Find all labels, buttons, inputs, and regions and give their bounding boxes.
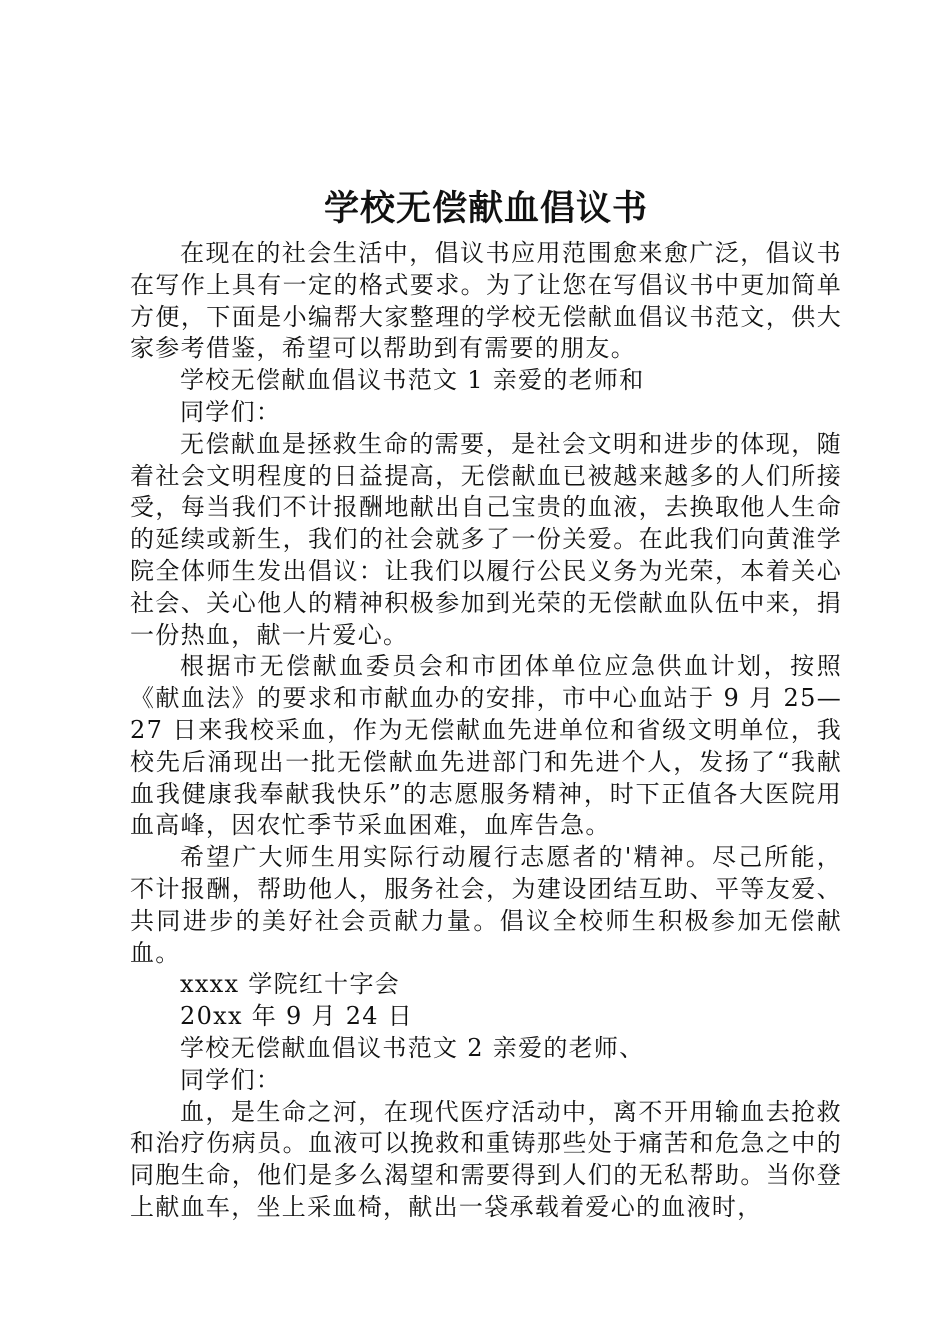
- document-page: [130, 180, 842, 1224]
- sample-1-salutation: 同学们：: [180, 397, 282, 426]
- sample-1-paragraph-1: 无偿献血是拯救生命的需要，是社会文明和进步的体现，随着社会文明程度的日益提高，无偿献血已被越来越多的人们所接受，每当我们不计报酬地献出自己宝贵的血液，去换取他人生命的延续或新生，我们的社会就多了一份关爱。在此我们向黄淮学院全体师生发出倡议：让我们以履行公民义务为光荣，本着关心社会、关心他人的精神积极参加到光荣的无偿献血队伍中来，捐一份热血，献一片爱心。: [130, 429, 842, 649]
- sample-1-paragraph-2: 根据市无偿献血委员会和市团体单位应急供血计划，按照《献血法》的要求和市献血办的安排，市中心血站于 9 月 25—27 日来我校采血，作为无偿献血先进单位和省级文明单位，我校先后涌现出一批无偿献血先进部门和先进个人，发扬了“我献血我健康我奉献我快乐”的志愿服务精神，时下正值各大医院用血高峰，因农忙季节采血困难，血库告急。: [130, 652, 842, 840]
- sample-1-paragraph-3: 希望广大师生用实际行动履行志愿者的'精神。尽己所能，不计报酬，帮助他人，服务社会，为建设团结互助、平等友爱、共同进步的美好社会贡献力量。倡议全校师生积极参加无偿献血。: [130, 843, 842, 967]
- intro-paragraph: 在现在的社会生活中，倡议书应用范围愈来愈广泛，倡议书在写作上具有一定的格式要求。为了让您在写倡议书中更加简单方便，下面是小编帮大家整理的学校无偿献血倡议书范文，供大家参考借鉴，希望可以帮助到有需要的朋友。: [130, 239, 842, 363]
- sample-2-heading: 学校无偿献血倡议书范文 2 亲爱的老师、: [180, 1033, 645, 1062]
- sample-1-heading: 学校无偿献血倡议书范文 1 亲爱的老师和: [180, 366, 645, 395]
- sample-2-paragraph-1: 血，是生命之河，在现代医疗活动中，离不开用输血去抢救和治疗伤病员。血液可以挽救和重铸那些处于痛苦和危急之中的同胞生命，他们是多么渴望和需要得到人们的无私帮助。当你登上献血车，坐上采血椅，献出一袋承载着爱心的血液时，: [130, 1097, 842, 1221]
- document-title: 学校无偿献血倡议书: [323, 188, 648, 229]
- signature-date: 20xx 年 9 月 24 日: [180, 1002, 414, 1031]
- signature-organization: xxxx 学院红十字会: [180, 970, 401, 999]
- sample-2-salutation: 同学们：: [180, 1065, 282, 1094]
